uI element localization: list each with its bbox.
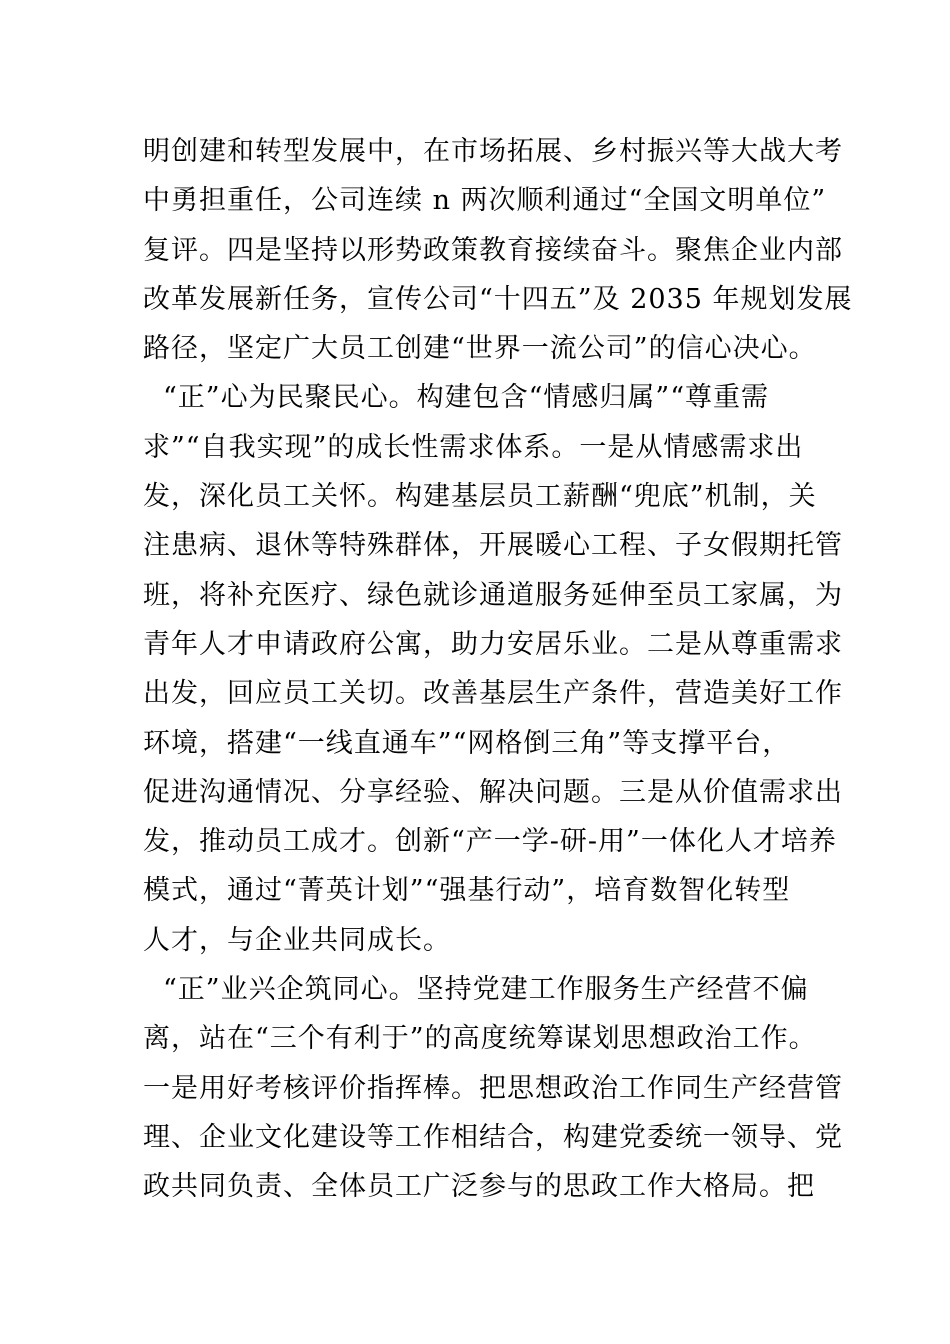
paragraph-first-line: “正”心为民聚民心。构建包含“情感归属”“尊重需 [163,382,770,414]
text-line: 复评。四是坚持以形势政策教育接续奋斗。聚焦企业内部 [143,234,843,266]
text-line: 改革发展新任务，宣传公司“十四五”及 2035 年规划发展 [143,283,853,315]
text-line: 模式，通过“菁英计划”“强基行动”，培育数智化转型 [143,875,791,907]
text-line: 中勇担重任，公司连续 n 两次顺利通过“全国文明单位” [143,185,827,217]
text-line: 求”“自我实现”的成长性需求体系。一是从情感需求出 [143,431,804,463]
text-line: 人才，与企业共同成长。 [143,924,451,956]
body-text [143,127,853,1212]
text-line: 青年人才申请政府公寓，助力安居乐业。二是从尊重需求 [143,628,843,660]
text-line: 班，将补充医疗、绿色就诊通道服务延伸至员工家属，为 [143,579,843,611]
text-line: 政共同负责、全体员工广泛参与的思政工作大格局。把 [143,1171,815,1203]
text-line: 促进沟通情况、分享经验、解决问题。三是从价值需求出 [143,776,843,808]
text-line: 出发，回应员工关切。改善基层生产条件，营造美好工作 [143,678,843,710]
text-line: 发，深化员工关怀。构建基层员工薪酬“兜底”机制，关 [143,481,817,513]
text-line: 明创建和转型发展中，在市场拓展、乡村振兴等大战大考 [143,136,843,167]
text-line: 理、企业文化建设等工作相结合，构建党委统一领导、党 [143,1121,843,1153]
text-line: 路径，坚定广大员工创建“世界一流公司”的信心决心。 [143,333,817,365]
text-line: 发，推动员工成才。创新“产一学-研-用”一体化人才培养 [143,826,837,858]
text-line: 环境，搭建“一线直通车”“网格倒三角”等支撑平台， [143,727,791,759]
text-line: 一是用好考核评价指挥棒。把思想政治工作同生产经营管 [143,1072,843,1104]
text-line: 离，站在“三个有利于”的高度统筹谋划思想政治工作。 [143,1023,817,1055]
text-line: 注患病、退休等特殊群体，开展暖心工程、子女假期托管 [143,530,843,562]
paragraph-first-line: “正”业兴企筑同心。坚持党建工作服务生产经营不偏 [163,974,809,1006]
